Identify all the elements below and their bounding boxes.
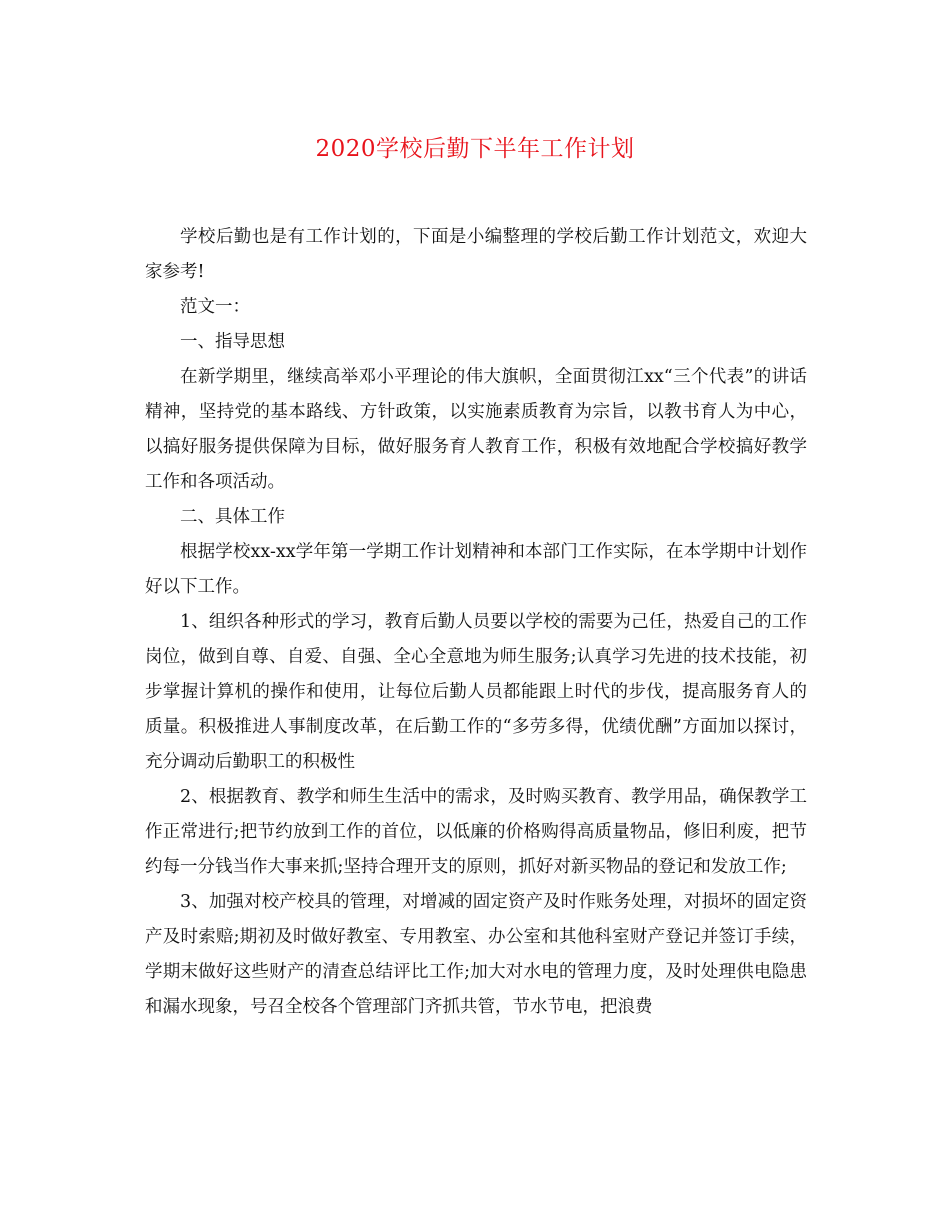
work-item-2-paragraph: 2、根据教育、教学和师生生活中的需求，及时购买教育、教学用品，确保教学工作正常进行;把节约放到工作的首位，以低廉的价格购得高质量物品，修旧利废，把节约每一分钱当作大事来抓;坚持合理开支的原则，抓好对新买物品的登记和发放工作; — [145, 787, 807, 877]
section-heading-guiding-ideology: 一、指导思想 — [180, 332, 285, 352]
section-heading-specific-work: 二、具体工作 — [180, 507, 285, 527]
specific-work-intro-paragraph: 根据学校xx-xx学年第一学期工作计划精神和本部门工作实际，在本学期中计划作好以下工作。 — [145, 542, 807, 597]
guiding-ideology-paragraph: 在新学期里，继续高举邓小平理论的伟大旗帜，全面贯彻江xx“三个代表”的讲话精神，坚持党的基本路线、方针政策，以实施素质教育为宗旨，以教书育人为中心，以搞好服务提供保障为目标，做好服务育人教育工作，积极有效地配合学校搞好教学工作和各项活动。 — [145, 367, 807, 492]
work-item-3-paragraph: 3、加强对校产校具的管理，对增减的固定资产及时作账务处理，对损坏的固定资产及时索赔;期初及时做好教室、专用教室、办公室和其他科室财产登记并签订手续，学期末做好这些财产的清查总结评比工作;加大对水电的管理力度，及时处理供电隐患和漏水现象，号召全校各个管理部门齐抓共管，节水节电，把浪费 — [145, 892, 807, 1017]
document-title: 2020学校后勤下半年工作计划 — [315, 136, 635, 162]
document-body — [145, 220, 807, 1025]
work-item-1-paragraph: 1、组织各种形式的学习，教育后勤人员要以学校的需要为己任，热爱自己的工作岗位，做到自尊、自爱、自强、全心全意地为师生服务;认真学习先进的技术技能，初步掌握计算机的操作和使用，让每位后勤人员都能跟上时代的步伐，提高服务育人的质量。积极推进人事制度改革，在后勤工作的“多劳多得，优绩优酬”方面加以探讨，充分调动后勤职工的积极性 — [145, 612, 807, 772]
intro-paragraph: 学校后勤也是有工作计划的，下面是小编整理的学校后勤工作计划范文，欢迎大家参考! — [145, 227, 807, 282]
sample-heading: 范文一： — [180, 297, 250, 317]
